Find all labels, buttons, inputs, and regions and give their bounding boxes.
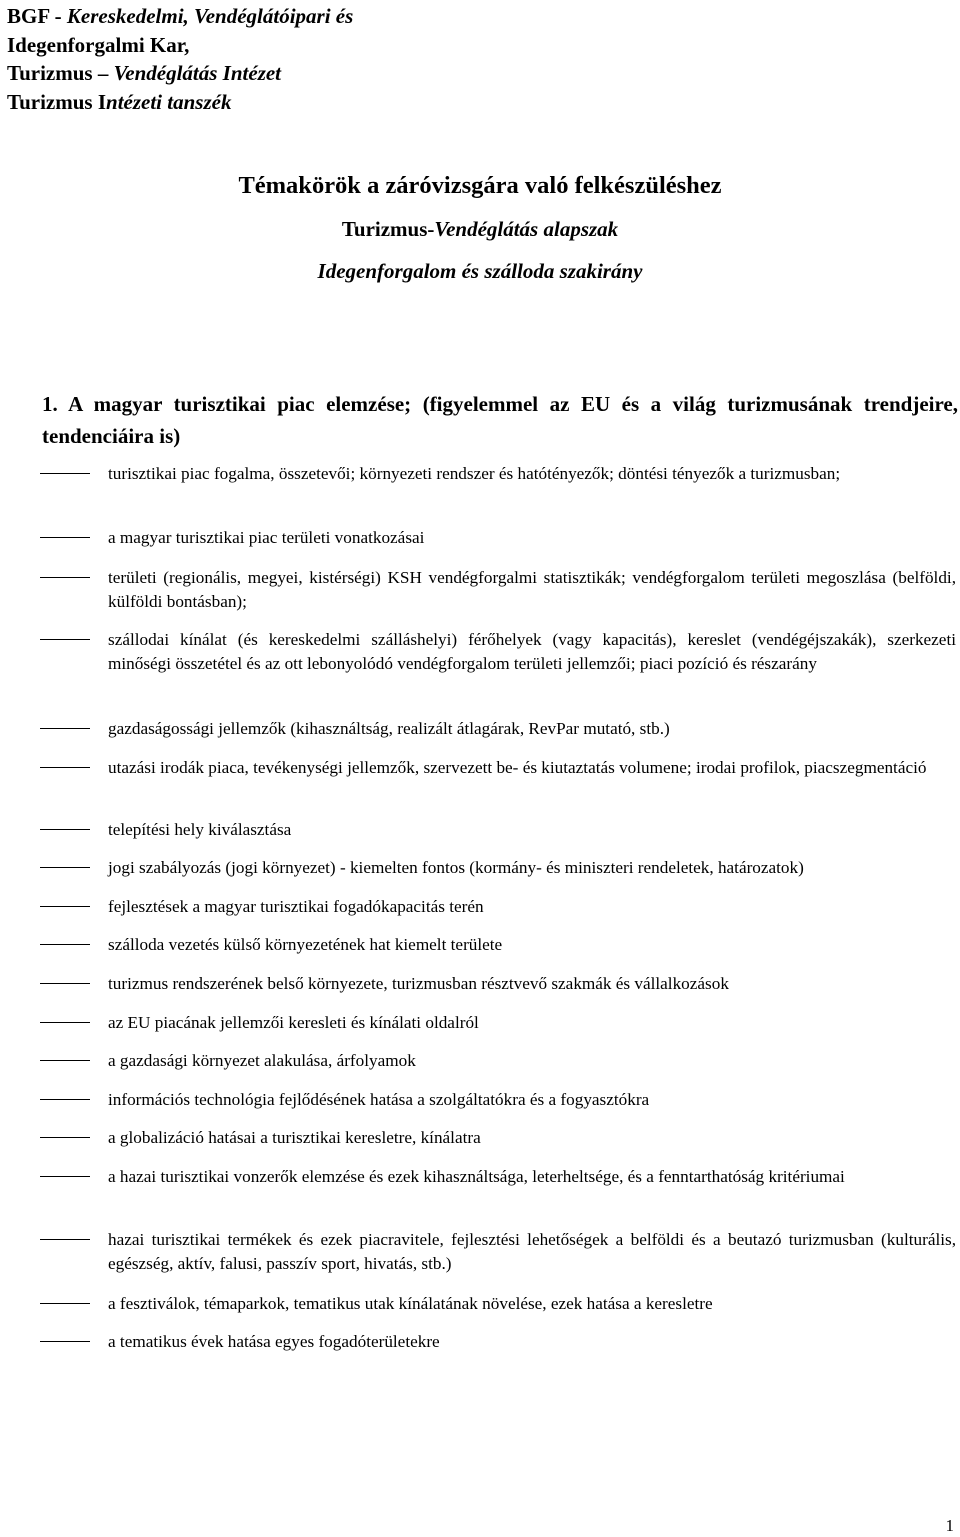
section-heading: 1. A magyar turisztikai piac elemzése; (figyelemmel az EU és a világ turizmusának trendjeire, tendenciáira is)	[42, 392, 958, 448]
dash-bullet-icon	[40, 537, 90, 538]
dash-bullet-icon	[40, 867, 90, 868]
dash-bullet-icon	[40, 1239, 90, 1240]
dash-bullet-icon	[40, 983, 90, 984]
dash-bullet-icon	[40, 728, 90, 729]
dash-bullet-icon	[40, 1176, 90, 1177]
header-line-3: Turizmus – Vendéglátás Intézet	[7, 61, 282, 85]
dash-bullet-icon	[40, 906, 90, 907]
dash-bullet-icon	[40, 473, 90, 474]
dash-bullet-icon	[40, 944, 90, 945]
document-page: BGF - Kereskedelmi, Vendéglátóipari és Idegenforgalmi Kar, Turizmus – Vendéglátás Intézet Turizmus Intézeti tanszék Témakörök a záróvizsgára való felkészüléshez Turizmus-Vendéglátás alapszak Idegenforgalom és szálloda szakirány 1. A magyar turisztikai piac elemzése; (figyelemmel az EU és a világ turizmusának trendjeire, tendenciáira is) turisztikai piac fogalma, összetevői; környezeti rendszer és hatótényezők; döntési tényezők a turizmusban; a magyar turisztikai piac területi vonatkozásai területi (regionális, megyei, kistérségi) KSH vendégforgalmi statisztikák; vendégforgalom területi megoszlása (belföldi, külföldi bontásban); szállodai kínálat (és kereskedelmi szálláshelyi) férőhelyek (vagy kapacitás), kereslet (vendégéjszakák), szerkezeti minőségi összetétel és az ott lebonyolódó vendégforgalom területi jellemzői; piaci pozíció és részarány gazdaságossági jellemzők (kihasználtság, realizált átlagárak, RevPar mutató, stb.) utazási irodák piaca, tevékenységi jellemzők, szervezett be- és kiutaztatás volumene; irodai profilok, piacszegmentáció telepítési hely kiválasztása jogi szabályozás (jogi környezet) - kiemelten fontos (kormány- és miniszteri rendeletek, határozatok) fejlesztések a magyar turisztikai fogadókapacitás terén szálloda vezetés külső környezetének hat kiemelt területe turizmus rendszerének belső környezete, turizmusban résztvevő szakmák és vállalkozások az EU piacának jellemzői keresleti és kínálati oldalról a gazdasági környezet alakulása, árfolyamok információs technológia fejlődésének hatása a szolgáltatókra és a fogyasztókra a globalizáció hatásai a turisztikai keresletre, kínálatra a hazai turisztikai vonzerők elemzése és ezek kihasználtsága, leterheltsége, és a fenntarthatóság kritériumai hazai turisztikai termékek és ezek piacravitele, fejlesztési lehetőségek a belföldi és a beutazó turizmusban (kulturális, egészség, aktív, falusi, passzív sport, hivatás, stb.) a fesztiválok, témaparkok, tematikus utak kínálatának növelése, ezek hatása a keresletre a tematikus évek hatása egyes fogadóterületekre 1	[0, 0, 960, 1537]
dash-bullet-icon	[40, 577, 90, 578]
header-line-1: BGF - Kereskedelmi, Vendéglátóipari és	[7, 4, 354, 28]
dash-bullet-icon	[40, 1137, 90, 1138]
dash-bullet-icon	[40, 1341, 90, 1342]
dash-bullet-icon	[40, 829, 90, 830]
dash-bullet-icon	[40, 1060, 90, 1061]
dash-bullet-icon	[40, 1022, 90, 1023]
dash-bullet-icon	[40, 1303, 90, 1304]
document-title: Témakörök a záróvizsgára való felkészüléshez	[238, 172, 722, 199]
header-line-2: Idegenforgalmi Kar,	[7, 32, 190, 57]
header-line-4: Turizmus Intézeti tanszék	[7, 89, 232, 114]
document-subtitle-program: Turizmus-Vendéglátás alapszak	[341, 217, 619, 241]
document-subtitle-specialization: Idegenforgalom és szálloda szakirány	[317, 259, 643, 283]
dash-bullet-icon	[40, 639, 90, 640]
institution-header	[7, 2, 353, 116]
dash-bullet-icon	[40, 1099, 90, 1100]
dash-bullet-icon	[40, 767, 90, 768]
page-number: 1	[945, 1516, 954, 1535]
